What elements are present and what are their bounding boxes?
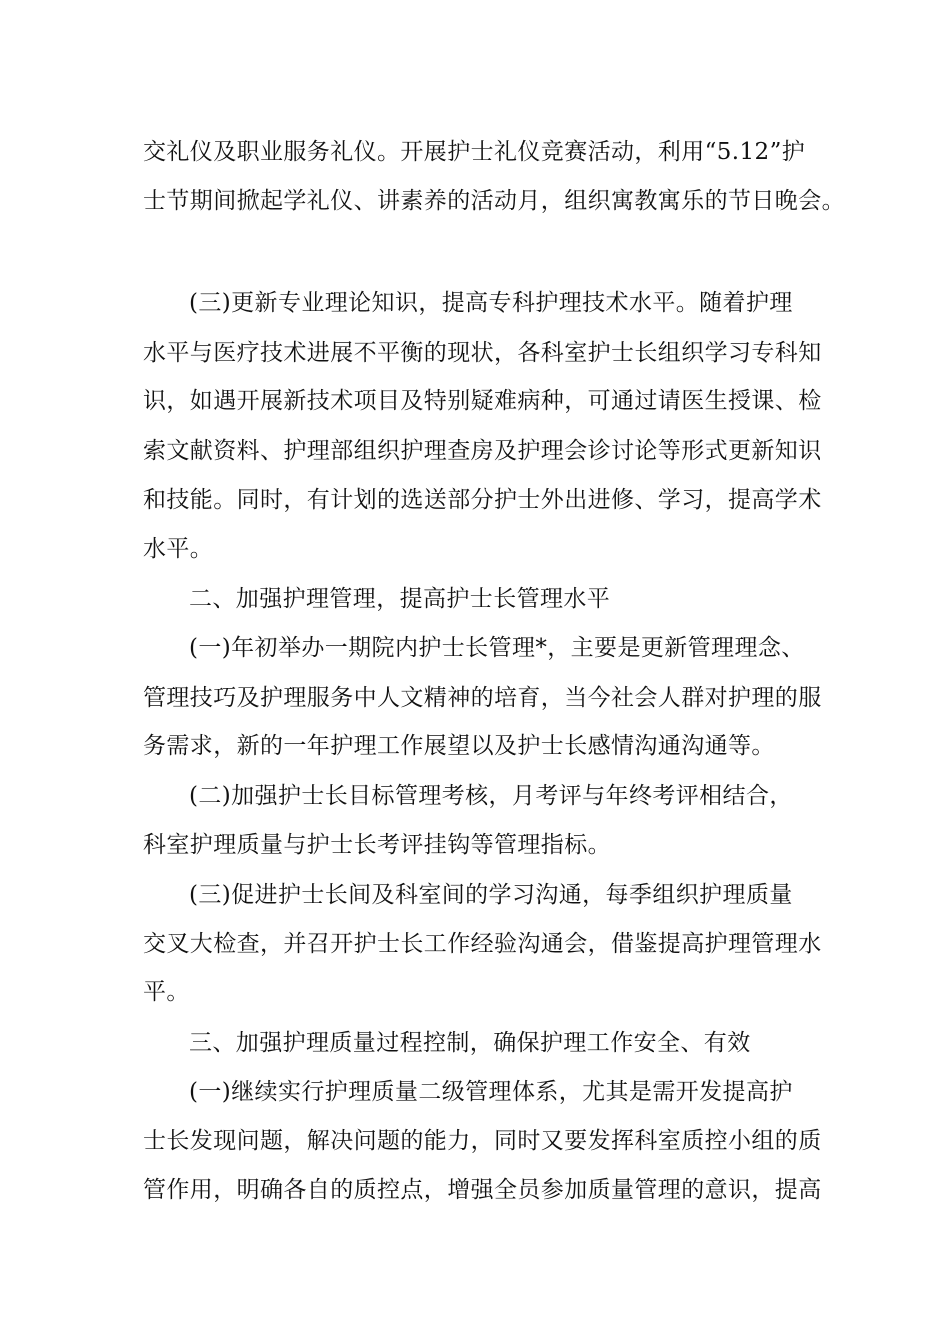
paragraph-line: 和技能。同时，有计划的选送部分护士外出进修、学习，提高学术 [143,487,822,513]
paragraph-line: 管理技巧及护理服务中人文精神的培育，当今社会人群对护理的服 [143,685,822,711]
paragraph-line: (三)促进护士长间及科室间的学习沟通，每季组织护理质量 [189,882,793,908]
paragraph-line: 识，如遇开展新技术项目及特别疑难病种，可通过请医生授课、检 [143,388,822,414]
paragraph-line: 士节期间掀起学礼仪、讲素养的活动月，组织寓教寓乐的节日晚会。 [143,188,845,214]
paragraph-line: 平。 [143,979,190,1005]
paragraph-line: (一)继续实行护理质量二级管理体系，尤其是需开发提高护 [189,1079,793,1105]
section-heading: 二、加强护理管理，提高护士长管理水平 [189,586,611,612]
paragraph-line: (二)加强护士长目标管理考核，月考评与年终考评相结合， [189,783,793,809]
paragraph-line: 士长发现问题，解决问题的能力，同时又要发挥科室质控小组的质 [143,1128,822,1154]
paragraph-line: 交叉大检查，并召开护士长工作经验沟通会，借鉴提高护理管理水 [143,931,822,957]
paragraph-line: 交礼仪及职业服务礼仪。开展护士礼仪竞赛活动，利用“5.12”护 [143,139,806,165]
section-heading-line: (三)更新专业理论知识，提高专科护理技术水平。随着护理 [189,290,793,316]
paragraph-line: (一)年初举办一期院内护士长管理*，主要是更新管理理念、 [189,635,805,661]
paragraph-line: 索文献资料、护理部组织护理查房及护理会诊讨论等形式更新知识 [143,438,822,464]
paragraph-line: 水平与医疗技术进展不平衡的现状，各科室护士长组织学习专科知 [143,340,822,366]
paragraph-line: 管作用，明确各自的质控点，增强全员参加质量管理的意识，提高 [143,1177,822,1203]
paragraph-line: 科室护理质量与护士长考评挂钩等管理指标。 [143,832,611,858]
section-heading: 三、加强护理质量过程控制，确保护理工作安全、有效 [189,1030,751,1056]
paragraph-line: 务需求，新的一年护理工作展望以及护士长感情沟通沟通等。 [143,733,775,759]
paragraph-line: 水平。 [143,536,214,562]
